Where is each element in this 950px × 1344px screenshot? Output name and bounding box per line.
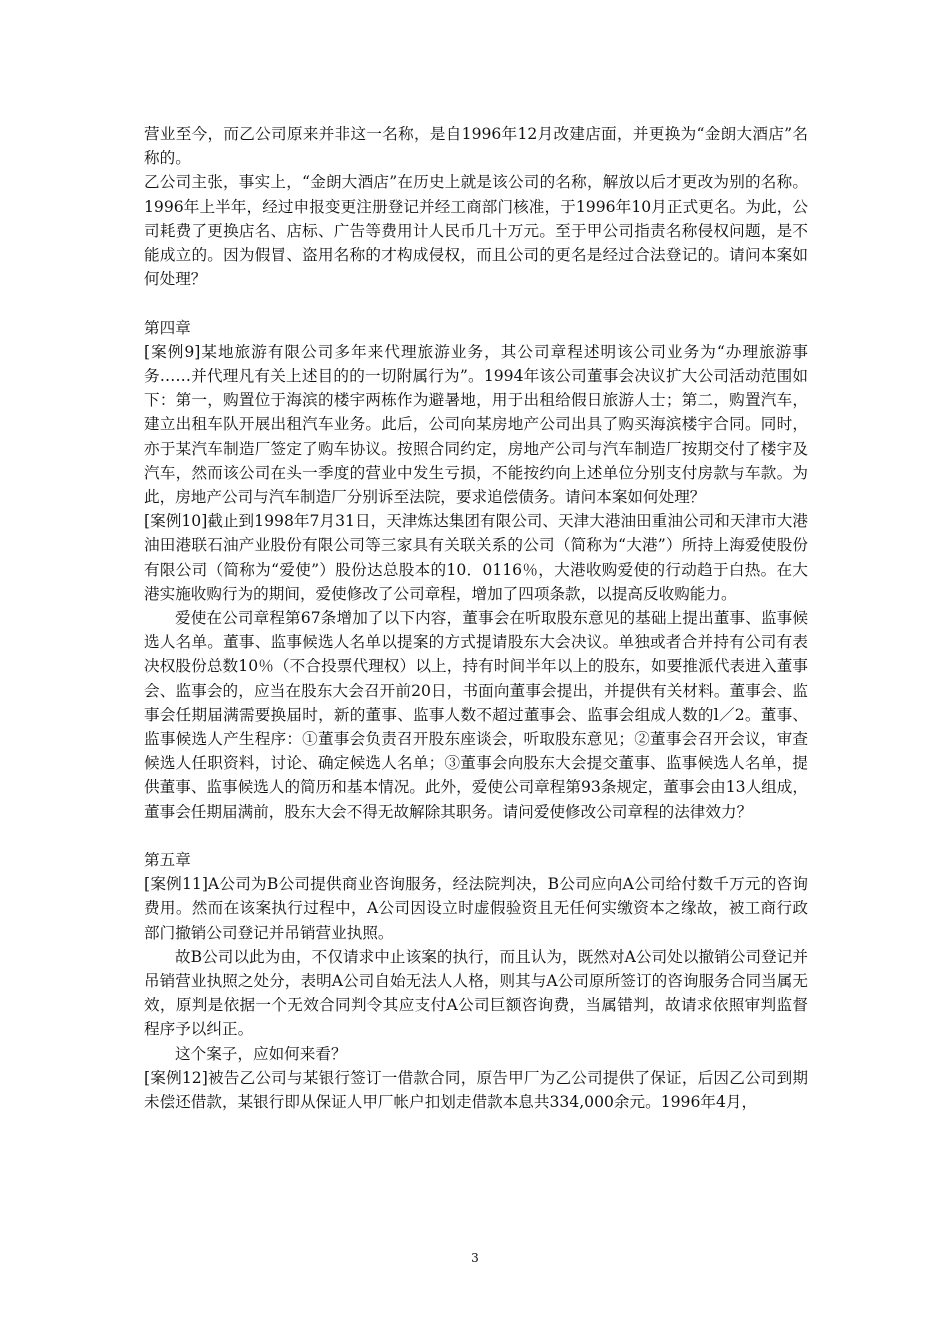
case-11-paragraph: [案例11]A公司为B公司提供商业咨询服务，经法院判决，B公司应向A公司给付数千万元的咨询费用。然而在该案执行过程中，A公司因设立时虚假验资且无任何实缴资本之缘故，被工商行政部门撤销公司登记并吊销营业执照。 — [144, 875, 808, 942]
document-body — [144, 122, 808, 1114]
blank-line — [144, 291, 808, 315]
chapter-4-heading: 第四章 — [144, 318, 191, 337]
case-10-detail-paragraph: 爱使在公司章程第67条增加了以下内容，董事会在听取股东意见的基础上提出董事、监事候选人名单。董事、监事候选人名单以提案的方式提请股东大会决议。单独或者合并持有公司有表决权股份总数10％（不合投票代理权）以上，持有时间半年以上的股东，如要推派代表进入董事会、监事会的，应当在股东大会召开前20日，书面向董事会提出，并提供有关材料。董事会、监事会任期届满需要换届时，新的董事、监事人数不超过董事会、监事会组成人数的l／2。董事、监事候选人产生程序：①董事会负责召开股东座谈会，听取股东意见；②董事会召开会议，审查候选人任职资料，讨论、确定候选人名单；③董事会向股东大会提交董事、监事候选人名单，提供董事、监事候选人的简历和基本情况。此外，爱使公司章程第93条规定，董事会由13人组成，董事会任期届满前，股东大会不得无故解除其职务。请问爱使修改公司章程的法律效力？ — [144, 609, 808, 821]
case-11-question: 这个案子，应如何来看？ — [175, 1044, 347, 1063]
paragraph-company-b-claim: 乙公司主张，事实上，“金朗大酒店”在历史上就是该公司的名称，解放以后才更改为别的名称。1996年上半年，经过申报变更注册登记并经工商部门核准，于1996年10月正式更名。为此，公司耗费了更换店名、店标、广告等费用计人民币几十万元。至于甲公司指责名称侵权问题，是不能成立的。因为假冒、盗用名称的才构成侵权，而且公司的更名是经过合法登记的。请问本案如何处理？ — [144, 173, 808, 289]
case-9-paragraph: [案例9]某地旅游有限公司多年来代理旅游业务，其公司章程述明该公司业务为“办理旅游事务……并代理凡有关上述目的的一切附属行为”。1994年该公司董事会决议扩大公司活动范围如下：第一，购置位于海滨的楼宇两栋作为避暑地，用于出租给假日旅游人士；第二，购置汽车，建立出租车队开展出租汽车业务。此后，公司向某房地产公司出具了购买海滨楼宇合同。同时，亦于某汽车制造厂签定了购车协议。按照合同约定，房地产公司与汽车制造厂按期交付了楼宇及汽车，然而该公司在头一季度的营业中发生亏损，不能按约向上述单位分别支付房款与车款。为此，房地产公司与汽车制造厂分别诉至法院，要求追偿债务。请问本案如何处理？ — [144, 342, 808, 507]
chapter-5-heading: 第五章 — [144, 851, 191, 870]
blank-line — [144, 824, 808, 848]
paragraph-case-continuation: 营业至今，而乙公司原来并非这一名称，是自1996年12月改建店面，并更换为“金朗大酒店”名称的。 — [144, 125, 808, 168]
page-number: 3 — [471, 1251, 479, 1265]
case-10-paragraph: [案例10]截止到1998年7月31日，天津炼达集团有限公司、天津大港油田重油公司和天津市大港油田港联石油产业股份有限公司等三家具有关联关系的公司（简称为“大港”）所持上海爱使股份有限公司（简称为“爱使”）股份达总股本的10．0116％，大港收购爱使的行动趋于白热。在大港实施收购行为的期间，爱使修改了公司章程，增加了四项条款，以提高反收购能力。 — [144, 512, 808, 603]
case-12-paragraph: [案例12]被告乙公司与某银行签订一借款合同，原告甲厂为乙公司提供了保证，后因乙公司到期未偿还借款，某银行即从保证人甲厂帐户扣划走借款本息共334,000余元。1996年4月， — [144, 1068, 808, 1112]
case-11-detail-paragraph: 故B公司以此为由，不仅请求中止该案的执行，而且认为，既然对A公司处以撤销公司登记并吊销营业执照之处分，表明A公司自始无法人人格，则其与A公司原所签订的咨询服务合同当属无效，原判是依据一个无效合同判令其应支付A公司巨额咨询费，当属错判，故请求依照审判监督程序予以纠正。 — [144, 947, 808, 1039]
